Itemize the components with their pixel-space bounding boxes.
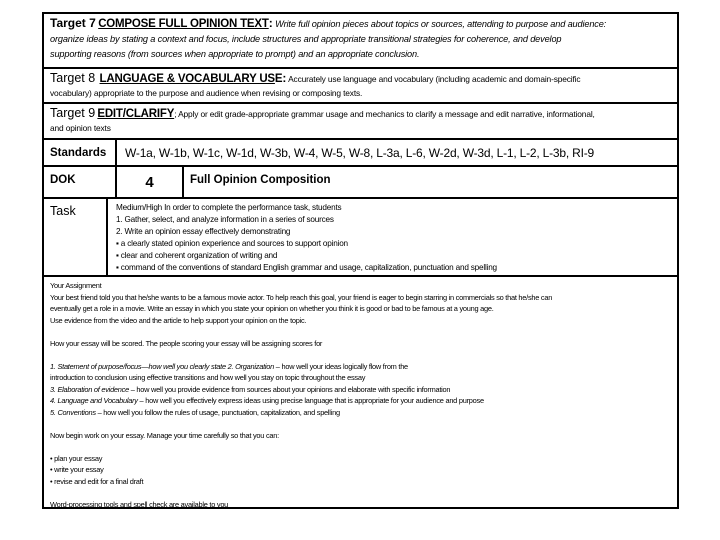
dok-value: 4 xyxy=(117,167,184,197)
scoring-item-title: 2. Organization xyxy=(227,361,274,371)
target-9-line-1 xyxy=(50,106,671,121)
step-item: • write your essay xyxy=(50,465,104,474)
dok-description: Full Opinion Composition xyxy=(190,174,331,186)
scoring-item: introduction to conclusion using effective transitions and how well you stay on topic throughout the essay xyxy=(50,373,366,382)
scoring-intro: How your essay will be scored. The people scoring your essay will be assigning scores for xyxy=(50,338,323,348)
scoring-item-text: – how well you effectively express ideas using precise language that is appropriate for your audience and purpose xyxy=(137,396,484,405)
standards-label: Standards xyxy=(44,140,117,165)
target-8-description-2: vocabulary) appropriate to the purpose and audience when revising or composing texts. xyxy=(50,88,363,98)
target-7-description-3: supporting reasons (from sources when appropriate to prompt) and an appropriate conclusion. xyxy=(50,49,420,59)
task-bullet: ▪ clear and coherent organization of writing and xyxy=(116,251,278,260)
performance-task-sheet xyxy=(42,12,679,509)
target-8-number: Target 8 xyxy=(50,71,96,85)
assignment-prompt-line: Use evidence from the video and the article to help support your opinion on the topic. xyxy=(50,315,307,325)
scoring-item xyxy=(50,384,671,396)
target-8-line-1 xyxy=(50,71,671,86)
dok-row xyxy=(44,167,677,199)
target-7-description-1: Write full opinion pieces about topics or sources, attending to purpose and audience: xyxy=(275,19,607,29)
dok-label: DOK xyxy=(44,167,117,197)
task-line: Medium/High In order to complete the performance task, students xyxy=(116,203,342,212)
target-7-line-1 xyxy=(50,16,671,32)
target-7-separator: : xyxy=(268,16,273,30)
target-7-row xyxy=(44,14,677,69)
target-8-title-suffix: E xyxy=(274,73,283,85)
scoring-item-text: —how well you clearly state xyxy=(141,361,226,371)
target-9-description-1: Apply or edit grade-appropriate grammar usage and mechanics to clarify a message and edit narrative, informational, xyxy=(178,109,595,119)
target-9-title: EDIT/CLARIFY xyxy=(97,108,175,120)
assignment-section xyxy=(44,277,677,507)
target-8-row xyxy=(44,69,677,104)
scoring-item-title: 5. Conventions xyxy=(50,407,96,417)
standards-row xyxy=(44,140,677,167)
step-item: • revise and edit for a final draft xyxy=(50,476,144,486)
scoring-item-title: 3. Elaboration of evidence xyxy=(50,384,129,394)
assignment-prompt-line: eventually get a role in a movie. Write an essay in which you state your opinion on whether you think it is good or bad to be famous at a young age. xyxy=(50,304,494,313)
target-9-description-2: and opinion texts xyxy=(50,123,111,133)
task-line: 1. Gather, select, and analyze information in a series of sources xyxy=(116,215,334,224)
begin-instructions: Now begin work on your essay. Manage your time carefully so that you can: xyxy=(50,430,279,440)
task-line: 2. Write an opinion essay effectively demonstrating xyxy=(116,227,291,236)
target-9-row xyxy=(44,104,677,140)
step-item: • plan your essay xyxy=(50,453,103,463)
scoring-item xyxy=(50,395,671,407)
scoring-item-text: – how well your ideas logically flow from the xyxy=(274,361,408,371)
target-9-number: Target 9 xyxy=(50,106,96,120)
scoring-item xyxy=(50,407,671,419)
task-label: Task xyxy=(44,199,108,275)
target-8-title: LANGUAGE & VOCABULARY US xyxy=(99,73,275,85)
target-8-description-1: Accurately use language and vocabulary (including academic and domain-specific xyxy=(288,74,581,84)
assignment-prompt-line: Your best friend told you that he/she wants to be a famous movie actor. To help reach this goal, your friend is eager to begin starring in commercials so that he/she can xyxy=(50,292,553,302)
target-7-description-2: organize ideas by stating a context and focus, include structures and appropriate transitional strategies for coherence, and develop xyxy=(50,34,562,44)
standards-value: W-1a, W-1b, W-1c, W-1d, W-3b, W-4, W-5, W-8, L-3a, L-6, W-2d, W-3d, L-1, L-2, L-3b, RI-9 xyxy=(125,145,594,160)
tools-note: Word-processing tools and spell check are available to you xyxy=(50,499,229,509)
scoring-item-text: – how well you follow the rules of usage, punctuation, capitalization, and spelling xyxy=(95,407,340,417)
assignment-heading: Your Assignment xyxy=(50,281,102,290)
target-7-number: Target 7 xyxy=(50,16,96,30)
scoring-item xyxy=(50,361,671,373)
target-9-separator: ; xyxy=(174,109,177,119)
scoring-item-text: – how well you provide evidence from sources about your opinions and elaborate with specific information xyxy=(128,384,451,394)
task-bullet: ▪ command of the conventions of standard English grammar and usage, capitalization, punctuation and spelling xyxy=(116,263,497,272)
target-7-title: COMPOSE FULL OPINION TEXT xyxy=(98,18,269,30)
scoring-item-title: 1. Statement of purpose/focus xyxy=(50,361,142,371)
task-row xyxy=(44,199,677,277)
scoring-item-title: 4. Language and Vocabulary xyxy=(50,396,138,405)
task-bullet: ▪ a clearly stated opinion experience and sources to support opinion xyxy=(116,239,348,248)
task-content xyxy=(108,199,677,275)
target-8-separator: : xyxy=(282,71,287,85)
